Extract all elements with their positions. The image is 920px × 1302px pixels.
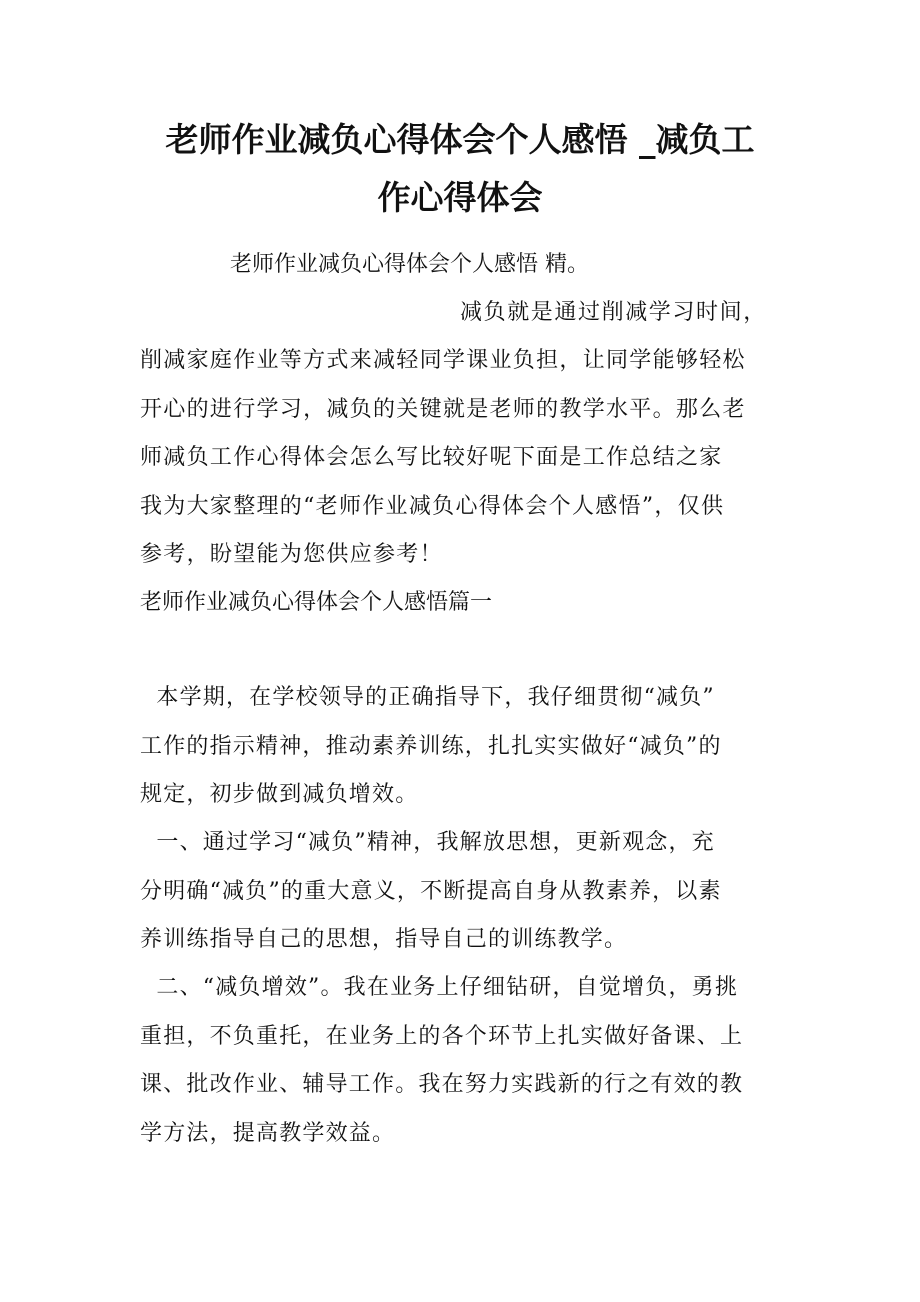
document-title-line-2: 作心得体会 — [377, 178, 543, 217]
paragraph-row: 重担，不负重托，在业务上的各个环节上扎实做好备课、上 — [140, 1023, 744, 1049]
intro-row: 削减家庭作业等方式来减轻同学课业负担，让同学能够轻松 — [140, 348, 746, 373]
paragraph-row: 本学期，在学校领导的正确指导下，我仔细贯彻“减负” — [140, 685, 715, 710]
intro-row: 我为大家整理的“老师作业减负心得体会个人感悟”，仅供 — [140, 493, 725, 519]
paragraph-row: 规定，初步做到减负增效。 — [140, 782, 419, 808]
paragraph-row: 一、通过学习“减负”精神，我解放思想，更新观念，充 — [140, 830, 715, 855]
paragraph-row: 课、批改作业、辅导工作。我在努力实践新的行之有效的教 — [140, 1072, 744, 1098]
body-paragraph-1 — [140, 683, 790, 829]
paragraph-row: 二、“减负增效”。我在业务上仔细钻研，自觉增负，勇挑 — [140, 975, 739, 1000]
intro-paragraph — [140, 346, 790, 589]
paragraph-row: 分明确“减负”的重大意义，不断提高自身从教素养，以素 — [140, 878, 722, 904]
intro-row: 开心的进行学习，减负的关键就是老师的教学水平。那么老 — [140, 396, 746, 422]
intro-row: 参考，盼望能为您供应参考！ — [140, 542, 443, 568]
body-paragraph-3 — [140, 973, 790, 1167]
document-title-line-1: 老师作业减负心得体会个人感悟 _减负工 — [165, 120, 755, 159]
paragraph-row: 养训练指导自己的思想，指导自己的训练教学。 — [140, 927, 628, 953]
intro-row: 师减负工作心得体会怎么写比较好呢下面是工作总结之家 — [140, 445, 723, 471]
body-paragraph-2 — [140, 828, 790, 974]
intro-lead: 老师作业减负心得体会个人感悟 精。 — [230, 252, 589, 277]
intro-start: 减负就是通过削减学习时间， — [460, 300, 767, 325]
paragraph-row: 工作的指示精神，推动素养训练，扎扎实实做好“减负”的 — [140, 733, 722, 759]
paragraph-row: 学方法，提高教学效益。 — [140, 1120, 396, 1146]
section-heading: 老师作业减负心得体会个人感悟篇一 — [140, 590, 493, 615]
